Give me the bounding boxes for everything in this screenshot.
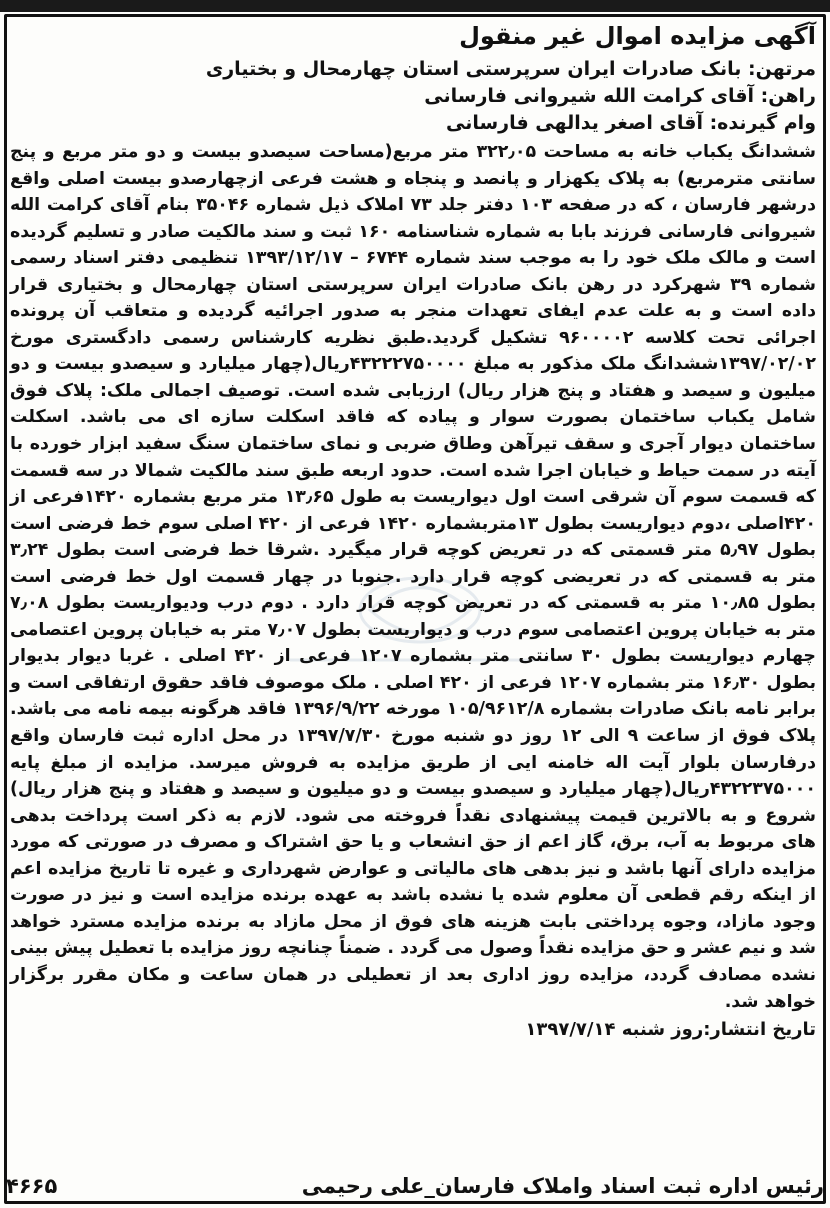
- publish-date: تاریخ انتشار:روز شنبه ۱۳۹۷/۷/۱۴: [525, 1019, 816, 1041]
- signature-line: رئیس اداره ثبت اسناد واملاک فارسان_علی رحیمی: [301, 1174, 824, 1198]
- notice-code: ۴۶۶۵: [6, 1174, 58, 1198]
- cropped-header-strip: [0, 0, 830, 12]
- notice-content: [10, 20, 816, 1202]
- notice-title: آگهی مزایده اموال غیر منقول: [459, 22, 816, 50]
- notice-footer: [6, 1172, 824, 1200]
- mortgagor-line: راهن: آقای کرامت الله شیروانی فارسانی: [424, 85, 816, 107]
- notice-body: ششدانگ یکباب خانه به مساحت ۳۲۲٫۰۵ متر مربع(مساحت سیصدو بیست و دو متر مربع و پنج سانتی مترمربع) به پلاک یکهزار و پانصد و پنجاه و هشت فرعی ازچهارصدو بیست اصلی واقع درشهر فارسان ، که در صفحه ۱۰۳ دفتر جلد ۷۳ املاک ذیل شماره ۳۵۰۴۶ بنام آقای کرامت الله شیروانی فارسانی فرزند بابا به شماره شناسنامه ۱۶۰ ثبت و سند مالکیت صادر و تسلیم گردیده است و مالک ملک خود را به موجب سند شماره ۶۷۴۴ – ۱۳۹۳/۱۲/۱۷ تنظیمی دفتر اسناد رسمی شماره ۳۹ شهرکرد در رهن بانک صادرات ایران سرپرستی استان چهارمحال و بختیاری قرار داده است و به علت عدم ایفای تعهدات منجر به صدور اجرائیه گردیده و متعاقب آن پرونده اجرائی تحت کلاسه ۹۶۰۰۰۰۲ تشکیل گردید.طبق نظریه کارشناس رسمی دادگستری مورخ ۱۳۹۷/۰۲/۰۲ششدانگ ملک مذکور به مبلغ ۴۳۲۲۲۷۵۰۰۰۰ریال(چهار میلیارد و سیصدو بیست و دو میلیون و سیصد و هفتاد و پنج هزار ریال) ارزیابی شده است. توصیف اجمالی ملک: پلاک فوق شامل یکباب ساختمان بصورت سوار و پیاده که فاقد اسکلت سازه ای می باشد. اسکلت ساختمان دیوار آجری و سقف تیرآهن وطاق ضربی و نمای ساختمان سنگ سفید ابزار خورده با آیته در سمت حیاط و خیابان اجرا شده است. حدود اربعه طبق سند مالکیت شمالا در سه قسمت که قسمت سوم آن شرقی است اول دیواریست به طول ۱۳٫۶۵ متر مربع بشماره ۱۴۲۰فرعی از ۴۲۰اصلی ،دوم دیواریست بطول ۱۳متربشماره ۱۴۲۰ فرعی از ۴۲۰ اصلی سوم خط فرضی است بطول ۵٫۹۷ متر قسمتی که در تعریض کوچه قرار میگیرد .شرقا خط فرضی است بطول ۳٫۲۴ متر به قسمتی که در تعریضی کوچه قرار دارد .جنوبا در چهار قسمت اول خط فرضی است بطول ۱۰٫۸۵ متر به قسمتی که در تعریض کوچه قرار دارد . دوم درب ودیواریست بطول ۷٫۰۸ متر به خیابان پروین اعتصامی سوم درب و دیواریست بطول ۷٫۰۷ متر به خیابان پروین اعتصامی چهارم دیواریست بطول ۳۰ سانتی متر بشماره ۱۲۰۷ فرعی از ۴۲۰ اصلی . غربا دیوار بدیوار بطول ۱۶٫۳۰ متر بشماره ۱۲۰۷ فرعی از ۴۲۰ اصلی . ملک موصوف فاقد حقوق ارتفاقی است و برابر نامه بانک صادرات بشماره ۱۰۵/۹۶۱۲/۸ مورخه ۱۳۹۶/۹/۲۲ فاقد هرگونه بیمه نامه می باشد. پلاک فوق از ساعت ۹ الی ۱۲ روز دو شنبه مورخ ۱۳۹۷/۷/۳۰ در محل اداره ثبت فارسان واقع درفارسان بلوار آیت اله خامنه ایی از طریق مزایده به فروش میرسد. مزایده از مبلغ پایه ۴۳۲۲۳۷۵۰۰۰ریال(چهار میلیارد و سیصدو بیست و دو میلیون و سیصد و هفتاد و پنج هزار ریال) شروع و به بالاترین قیمت پیشنهادی نقداً فروخته می شود. لازم به ذکر است پرداخت بدهی های مربوط به آب، برق، گاز اعم از حق انشعاب و یا حق اشتراک و مصرف در صورتی که مورد مزایده دارای آنها باشد و نیز بدهی های مالیاتی و عوارض شهرداری و غیره تا تاریخ مزایده اعم از اینکه رقم قطعی آن معلوم شده یا نشده باشد به عهده برنده مزایده است و نیز در صورت وجود مازاد، وجوه پرداختی بابت هزینه های فوق از محل مازاد به برنده مزایده مسترد خواهد شد و نیم عشر و حق مزایده نقداً وصول می گردد . ضمناً چنانچه روز مزایده با تعطیل پیش بینی نشده مصادف گردد، مزایده روز اداری بعد از تعطیلی در همان ساعت و مکان مقرر برگزار خواهد شد.: [10, 142, 817, 1012]
- mortgagee-line: مرتهن: بانک صادرات ایران سرپرستی استان چهارمحال و بختیاری: [205, 58, 816, 80]
- borrower-line: وام گیرنده: آقای اصغر یدالهی فارسانی: [446, 112, 816, 134]
